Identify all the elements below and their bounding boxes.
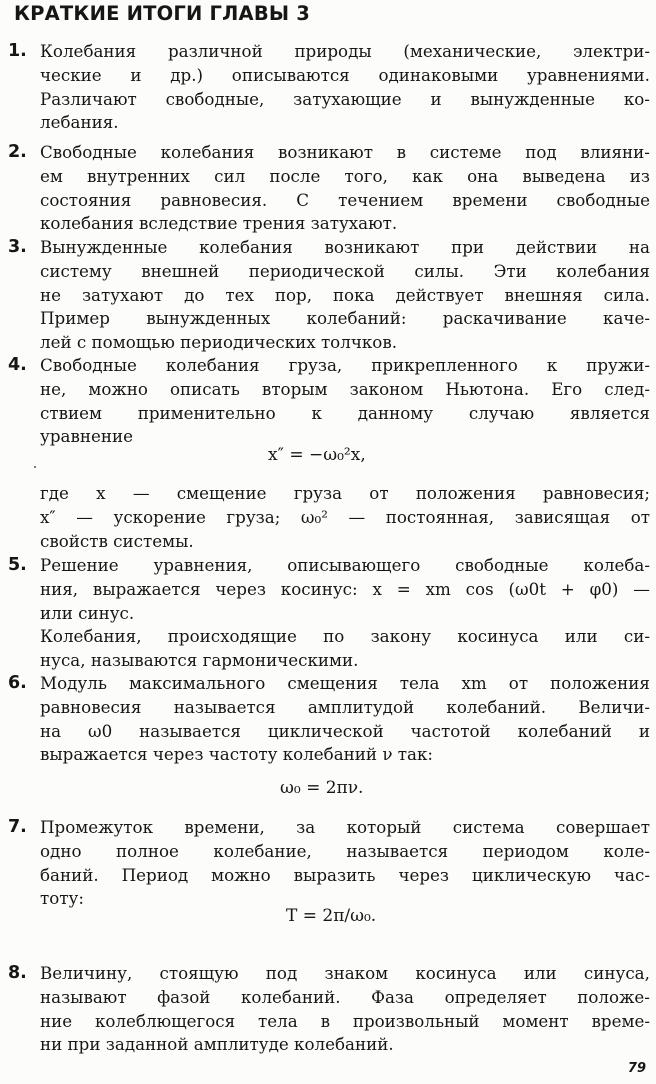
text-line: Свободные колебания груза, прикрепленного к пружи-: [40, 355, 650, 375]
page-number: 79: [627, 1061, 646, 1076]
text-line: ем внутренних сил после того, как она выведена из: [40, 165, 650, 186]
text-line: лей с помощью периодических толчков.: [40, 332, 398, 353]
text-line: x″ — ускорение груза; ω₀² — постоянная, зависящая от: [40, 506, 650, 527]
text-line: баний. Период можно выразить через циклическую час-: [40, 864, 650, 885]
text-line: равновесия называется амплитудой колебаний. Величи-: [40, 696, 650, 717]
item-text: [40, 962, 650, 1057]
item-number: 4.: [8, 355, 27, 375]
text-line: не, можно описать вторым законом Ньютона. Его след-: [40, 378, 650, 399]
item-number: 3.: [8, 237, 27, 257]
text-line: не затухают до тех пор, пока действует внешняя сила.: [40, 284, 650, 305]
item-number: 7.: [8, 817, 27, 837]
text-line: или синус.: [40, 602, 135, 623]
text-line: выражается через частоту колебаний ν так:: [40, 744, 434, 765]
item-text: [40, 236, 650, 355]
text-line: лебания.: [40, 112, 119, 133]
text-line: ние колеблющегося тела в произвольный момент време-: [40, 1010, 650, 1031]
text-line: Пример вынужденных колебаний: раскачивание каче-: [40, 308, 650, 329]
text-line: Величину, стоящую под знаком косинуса или синуса,: [40, 963, 650, 983]
item-number: 2.: [8, 142, 27, 162]
item-text: [40, 141, 650, 236]
text-line: Колебания различной природы (механические, электри-: [40, 41, 650, 61]
item-text: [40, 554, 650, 673]
text-line: одно полное колебание, называется периодом коле-: [40, 840, 650, 861]
item-text: [40, 482, 650, 553]
text-line: Колебания, происходящие по закону косинуса или си-: [40, 626, 650, 647]
item-number: 5.: [8, 555, 27, 575]
text-line: ствием применительно к данному случаю является: [40, 402, 650, 423]
text-line: называют фазой колебаний. Фаза определяет положе-: [40, 986, 650, 1007]
chapter-summary-title: КРАТКИЕ ИТОГИ ГЛАВЫ 3: [14, 2, 311, 25]
stray-mark: [34, 466, 36, 468]
text-line: Различают свободные, затухающие и вынужденные ко-: [40, 88, 650, 109]
text-line: Решение уравнения, описывающего свободные колеба-: [40, 555, 650, 575]
item-text: [40, 354, 650, 449]
text-line: нуса, называются гармоническими.: [40, 650, 359, 671]
item-number: 8.: [8, 963, 27, 983]
text-line: свойств системы.: [40, 530, 194, 551]
item-text: [40, 40, 650, 135]
equation-oscillation: x″ = −ω₀²x,: [268, 445, 366, 465]
text-line: ния, выражается через косинус: x = xm cos (ω0t + φ0) —: [40, 578, 650, 599]
item-text: [40, 816, 650, 911]
text-line: состояния равновесия. С течением времени свободные: [40, 189, 650, 210]
text-line: тоту:: [40, 888, 84, 909]
equation-cyclic-frequency: ω₀ = 2πν.: [280, 778, 364, 798]
text-line: Вынужденные колебания возникают при действии на: [40, 237, 650, 257]
text-line: Промежуток времени, за который система совершает: [40, 817, 650, 837]
item-number: 6.: [8, 673, 27, 693]
text-line: систему внешней периодической силы. Эти колебания: [40, 260, 650, 281]
text-line: уравнение: [40, 426, 133, 447]
text-line: где x — смещение груза от положения равновесия;: [40, 483, 650, 503]
item-number: 1.: [8, 41, 27, 61]
text-line: Свободные колебания возникают в системе под влияни-: [40, 142, 650, 162]
text-line: ни при заданной амплитуде колебаний.: [40, 1034, 394, 1055]
equation-period: T = 2π/ω₀.: [286, 906, 377, 926]
text-line: ческие и др.) описываются одинаковыми уравнениями.: [40, 64, 650, 85]
item-text: [40, 672, 650, 767]
text-line: колебания вследствие трения затухают.: [40, 213, 398, 234]
text-line: на ω0 называется циклической частотой колебаний и: [40, 720, 650, 741]
text-line: Модуль максимального смещения тела xm от положения: [40, 673, 650, 693]
